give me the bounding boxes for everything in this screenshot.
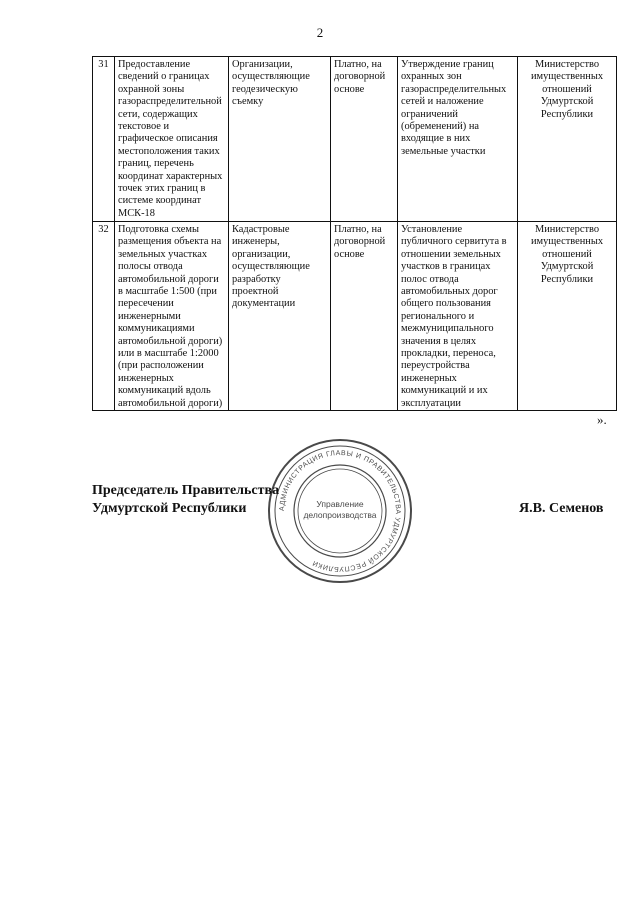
row-number: 31 [93,57,115,222]
signatory-title-line1: Председатель Правительства [92,483,280,498]
service-purpose: Утверждение границ охранных зон газораспределительных сетей и наложение ограничений (обременений) на входящие в них земельные участки [398,57,518,222]
table-row [93,222,617,411]
table-row [93,57,617,222]
signatory-name: Я.В. Семенов [519,501,604,516]
service-provider: Кадастровые инженеры, организации, осуществляющие разработку проектной документации [229,222,331,411]
official-seal-stamp [265,436,415,586]
fee-terms: Платно, на договорной основе [331,222,398,411]
service-description: Подготовка схемы размещения объекта на земельных участках полосы отвода автомобильной дороги в масштабе 1:500 (при пересечении инженерными коммуникациями автомобильной дороги) или в масштабе 1:2000 (при расположении инженерных коммуникаций вдоль автомобильной дороги) [115,222,229,411]
fee-terms: Платно, на договорной основе [331,57,398,222]
service-purpose: Установление публичного сервитута в отношении земельных участков в границах полос отвода автомобильных дорог общего пользования регионального и межмуниципального значения в целях прокладки, переноса, переустройства инженерных коммуникаций и их эксплуатации [398,222,518,411]
signatory-title [92,482,279,518]
page-number: 2 [316,25,324,40]
closing-quote-mark: ». [597,412,607,427]
service-provider: Организации, осуществляющие геодезическую съемку [229,57,331,222]
services-table [92,56,617,411]
responsible-ministry: Министерство имущественных отношений Удмуртской Республики [518,57,617,222]
signatory-title-line2: Удмуртской Республики [92,501,247,516]
row-number: 32 [93,222,115,411]
service-description: Предоставление сведений о границах охранной зоны газораспределительной сети, содержащих текстовое и графическое описания местоположения таких границ, перечень координат характерных точек этих границ в системе координат МСК-18 [115,57,229,222]
stamp-inner-line1: Управление [316,499,364,509]
stamp-inner-line2: делопроизводства [303,510,377,520]
stamp-ring-text: АДМИНИСТРАЦИЯ ГЛАВЫ И ПРАВИТЕЛЬСТВА УДМУРТСКОЙ РЕСПУБЛИКИ [278,449,402,573]
responsible-ministry: Министерство имущественных отношений Удмуртской Республики [518,222,617,411]
